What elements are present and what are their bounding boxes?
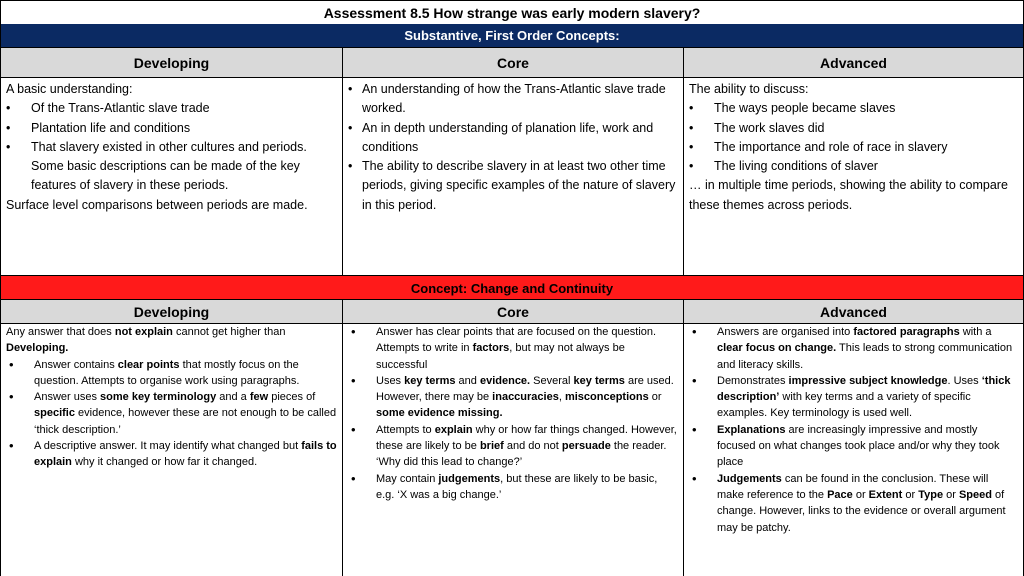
list-item: • A descriptive answer. It may identify what changed but fails to explain why it changed or how far it changed. (6, 438, 337, 471)
s2-developing-cell (0, 324, 342, 576)
section2-banner: Concept: Change and Continuity (0, 275, 1024, 300)
s1-core-cell (342, 78, 683, 275)
s1-developing-intro: A basic understanding: (6, 82, 133, 96)
s1-header-developing: Developing (0, 47, 342, 78)
s1-developing-outro: Surface level comparisons between periods are made. (6, 197, 308, 212)
s2-header-core: Core (342, 300, 683, 324)
list-item: • Of the Trans-Atlantic slave trade (6, 99, 337, 118)
list-item: • Answer uses some key terminology and a few pieces of specific evidence, however these are not enough to be called ‘thick description.’ (6, 389, 337, 438)
s1-developing-cell (0, 78, 342, 275)
s2-header-developing: Developing (0, 300, 342, 324)
s2-advanced-list (689, 324, 1018, 536)
list-item: • Demonstrates impressive subject knowledge. Uses ‘thick description’ with key terms and a variety of specific examples. Key terminology is used well. (689, 373, 1018, 422)
list-item: • An understanding of how the Trans-Atlantic slave trade worked. (348, 80, 678, 119)
s1-developing-list (6, 99, 337, 195)
list-item: • Uses key terms and evidence. Several key terms are used. However, there may be inaccuracies, misconceptions or some evidence missing. (348, 373, 678, 422)
list-item: • The ways people became slaves (689, 99, 1018, 118)
s1-advanced-intro: The ability to discuss: (689, 82, 809, 96)
list-item: • May contain judgements, but these are likely to be basic, e.g. ‘X was a big change.’ (348, 471, 678, 504)
page-title: Assessment 8.5 How strange was early modern slavery? (0, 0, 1024, 24)
list-item: • Answers are organised into factored paragraphs with a clear focus on change. This leads to strong communication and literacy skills. (689, 324, 1018, 373)
list-item: • The importance and role of race in slavery (689, 138, 1018, 157)
list-item: • Judgements can be found in the conclusion. These will make reference to the Pace or Extent or Type or Speed of change. However, links to the evidence or overall argument may be patchy. (689, 471, 1018, 536)
list-item: • That slavery existed in other cultures and periods. Some basic descriptions can be made of the key features of slavery in these periods. (6, 138, 337, 196)
section1-banner: Substantive, First Order Concepts: (0, 24, 1024, 47)
s2-core-cell (342, 324, 683, 576)
s2-core-list (348, 324, 678, 503)
list-item: • Explanations are increasingly impressive and mostly focused on what changes took place and/or why they took place (689, 422, 1018, 471)
s2-developing-intro: Any answer that does not explain cannot get higher than Developing. (6, 326, 286, 355)
list-item: • An in depth understanding of planation life, work and conditions (348, 119, 678, 158)
list-item: • Plantation life and conditions (6, 119, 337, 138)
list-item: • The ability to describe slavery in at least two other time periods, giving specific examples of the nature of slavery in this period. (348, 157, 678, 215)
s2-header-advanced: Advanced (683, 300, 1024, 324)
s1-advanced-cell (683, 78, 1024, 275)
list-item: • Attempts to explain why or how far things changed. However, these are likely to be brief and do not persuade the reader. ‘Why did this lead to change?’ (348, 422, 678, 471)
list-item: • The living conditions of slaver (689, 157, 1018, 176)
s1-header-core: Core (342, 47, 683, 78)
s1-header-advanced: Advanced (683, 47, 1024, 78)
list-item: • The work slaves did (689, 119, 1018, 138)
s1-advanced-outro: … in multiple time periods, showing the ability to compare these themes across periods. (689, 178, 1008, 212)
s2-advanced-cell (683, 324, 1024, 576)
list-item: • Answer has clear points that are focused on the question. Attempts to write in factors, but may not always be successful (348, 324, 678, 373)
list-item: • Answer contains clear points that mostly focus on the question. Attempts to organise work using paragraphs. (6, 357, 337, 390)
s2-developing-list (6, 357, 337, 471)
s1-advanced-list (689, 99, 1018, 176)
s1-core-list (348, 80, 678, 215)
